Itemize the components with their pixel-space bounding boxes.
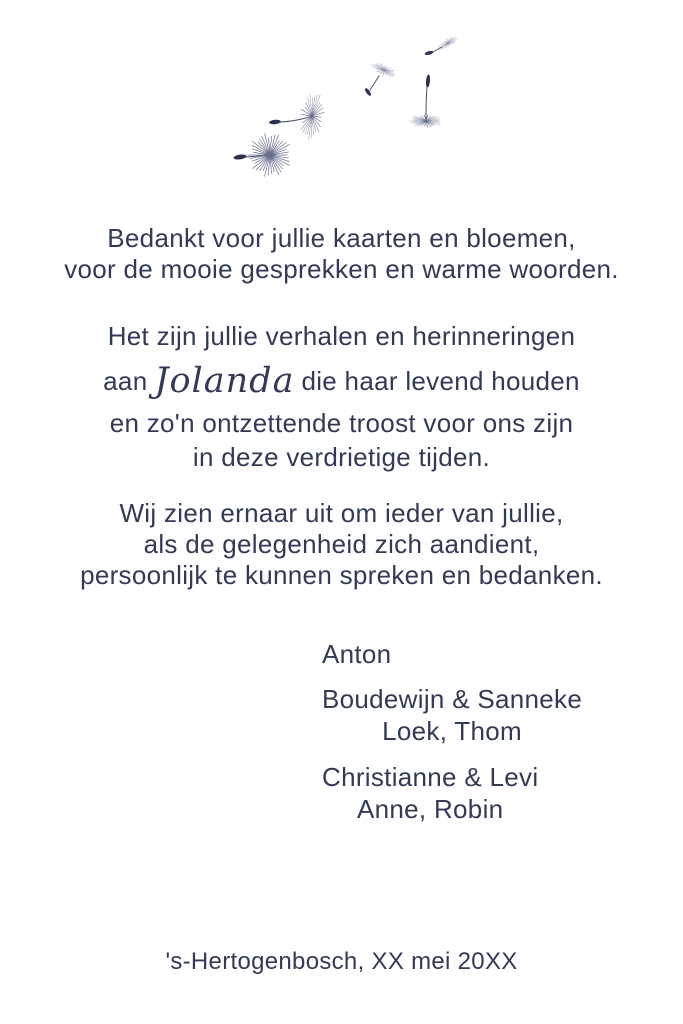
name-prefix: aan bbox=[103, 366, 148, 396]
text-line: als de gelegenheid zich aandient, bbox=[143, 529, 540, 559]
text-line: Wij zien ernaar uit om ieder van jullie, bbox=[119, 498, 564, 528]
place-date-line: 's-Hertogenbosch, XX mei 20XX bbox=[165, 948, 518, 975]
pappus-fibers bbox=[248, 134, 289, 177]
dandelion-seed bbox=[409, 74, 440, 127]
signature-children: Anne, Robin bbox=[357, 794, 504, 824]
pappus-fiber bbox=[260, 155, 270, 171]
pappus-fibers bbox=[369, 60, 396, 79]
signature-name: Anton bbox=[322, 639, 392, 669]
signature-group bbox=[322, 761, 538, 825]
text-line-with-name bbox=[0, 354, 683, 406]
dandelion-seed bbox=[364, 60, 396, 97]
text-line: Het zijn jullie verhalen en herinneringen bbox=[107, 321, 576, 351]
pappus-fiber bbox=[260, 139, 270, 155]
text-line: Bedankt voor jullie kaarten en bloemen, bbox=[107, 223, 576, 253]
seed-stem bbox=[433, 47, 442, 52]
dandelion-seeds-illustration bbox=[228, 20, 468, 185]
paragraph-memories bbox=[0, 318, 683, 474]
signature-group bbox=[322, 683, 582, 747]
signature-children: Loek, Thom bbox=[382, 716, 522, 746]
seed-body bbox=[233, 154, 247, 161]
text-line: en zo'n ontzettende troost voor ons zijn bbox=[109, 408, 574, 438]
pappus-fiber bbox=[270, 155, 281, 172]
seed-stem bbox=[281, 116, 312, 122]
paragraph-thanks bbox=[0, 223, 683, 285]
text-line: in deze verdrietige tijden. bbox=[192, 442, 491, 472]
pappus-fibers bbox=[297, 93, 327, 141]
deceased-name-script: Jolanda bbox=[154, 361, 295, 401]
pappus-fibers bbox=[437, 35, 458, 51]
text-line: voor de mooie gesprekken en warme woorden. bbox=[64, 254, 619, 284]
seed-body bbox=[269, 119, 281, 124]
seed-stem bbox=[370, 76, 379, 90]
seed-stem bbox=[426, 87, 427, 119]
text-line: persoonlijk te kunnen spreken en bedanken. bbox=[80, 560, 603, 590]
signatures-block bbox=[322, 638, 582, 838]
signature-group bbox=[322, 638, 391, 670]
pappus-fiber bbox=[312, 95, 320, 117]
paragraph-outlook bbox=[0, 498, 683, 591]
name-suffix: die haar levend houden bbox=[301, 366, 580, 396]
seed-body bbox=[425, 74, 430, 87]
dandelion-seed bbox=[269, 93, 327, 141]
pappus-fibers bbox=[409, 115, 440, 128]
signature-name: Christianne & Levi bbox=[322, 762, 539, 792]
dandelion-seed bbox=[424, 35, 458, 56]
seed-body bbox=[424, 50, 434, 56]
signature-name: Boudewijn & Sanneke bbox=[322, 684, 583, 714]
dandelion-seed bbox=[233, 134, 289, 177]
